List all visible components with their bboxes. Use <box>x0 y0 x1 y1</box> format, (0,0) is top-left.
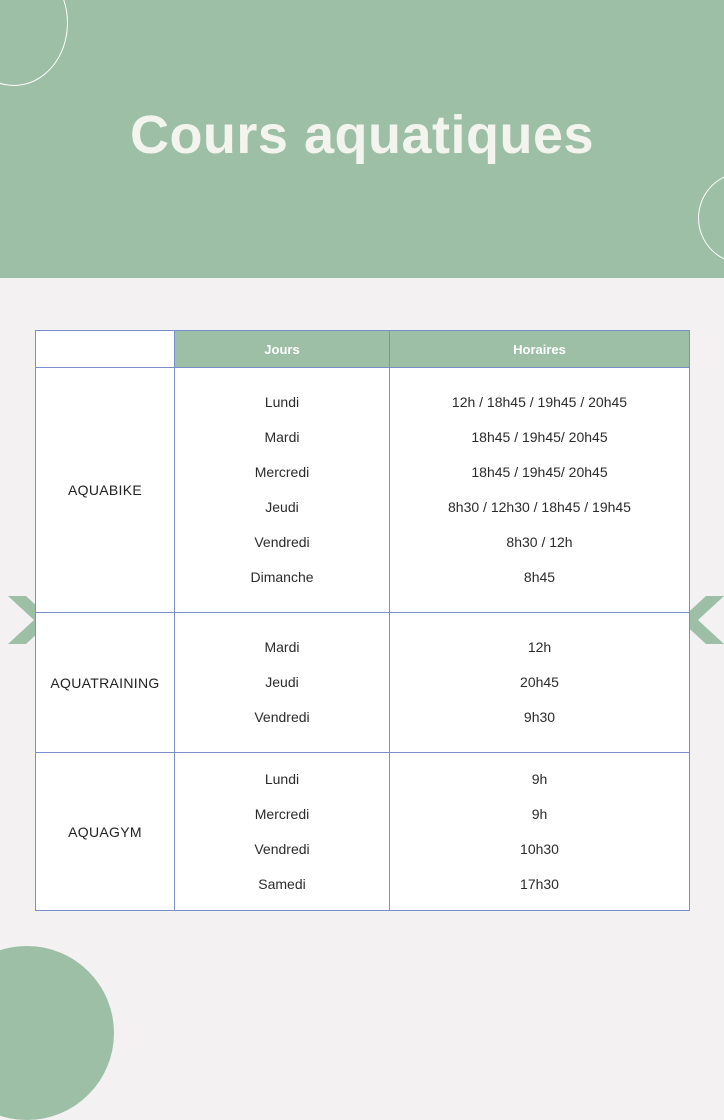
time-label: 17h30 <box>520 875 559 892</box>
day-label: Jeudi <box>265 499 299 515</box>
days-cell <box>175 613 390 753</box>
day-label: Mardi <box>264 639 300 655</box>
times-cell <box>390 753 690 911</box>
time-label: 9h <box>531 770 548 787</box>
time-label: 12h <box>527 639 552 655</box>
times-cell <box>390 368 690 613</box>
time-label: 9h30 <box>523 709 556 725</box>
day-label: Mardi <box>264 429 300 445</box>
time-label: 8h30 / 12h30 / 18h45 / 19h45 <box>448 499 631 515</box>
time-label: 8h45 <box>523 569 556 585</box>
day-label: Vendredi <box>254 840 310 857</box>
decorative-circle <box>0 946 114 1120</box>
course-name: AQUATRAINING <box>36 613 175 753</box>
time-label: 12h / 18h45 / 19h45 / 20h45 <box>451 394 628 410</box>
course-name: AQUAGYM <box>36 753 175 911</box>
day-label: Vendredi <box>254 709 310 725</box>
day-label: Vendredi <box>254 534 310 550</box>
day-label: Mercredi <box>254 805 310 822</box>
day-label: Mercredi <box>254 464 310 480</box>
day-label: Samedi <box>258 875 306 892</box>
table-row <box>36 368 690 613</box>
decorative-ring <box>0 0 68 86</box>
header-cell-jours: Jours <box>175 331 390 368</box>
header-banner <box>0 0 724 278</box>
time-label: 8h30 / 12h <box>506 534 573 550</box>
header-cell-horaires: Horaires <box>390 331 690 368</box>
course-name: AQUABIKE <box>36 368 175 613</box>
days-cell <box>175 753 390 911</box>
time-label: 10h30 <box>520 840 559 857</box>
times-cell <box>390 613 690 753</box>
time-label: 20h45 <box>520 674 559 690</box>
time-label: 9h <box>531 805 548 822</box>
time-label: 18h45 / 19h45/ 20h45 <box>471 464 608 480</box>
page-title: Cours aquatiques <box>129 105 595 165</box>
decorative-ring <box>698 172 724 264</box>
schedule-table <box>35 330 690 911</box>
table-header-row <box>36 331 690 368</box>
days-cell <box>175 368 390 613</box>
table-row <box>36 753 690 911</box>
header-cell-empty <box>36 331 175 368</box>
day-label: Lundi <box>264 394 300 410</box>
table-row <box>36 613 690 753</box>
day-label: Jeudi <box>265 674 299 690</box>
day-label: Dimanche <box>250 569 314 585</box>
day-label: Lundi <box>264 770 300 787</box>
time-label: 18h45 / 19h45/ 20h45 <box>471 429 608 445</box>
